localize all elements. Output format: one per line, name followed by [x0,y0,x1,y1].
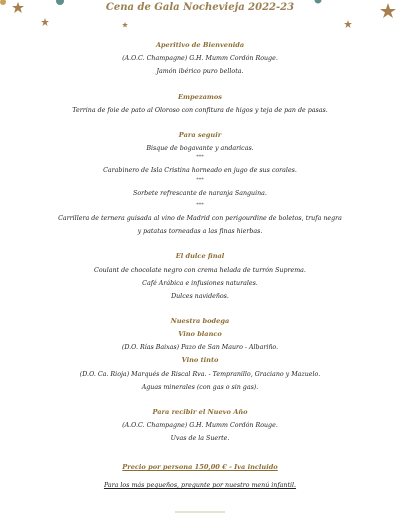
menu-line: (D.O. Rías Baixas) Pazo de San Mauro - Albariño. [121,344,279,351]
menu-line: Dulces navideños. [171,293,229,300]
separator: *** [196,177,204,183]
menu-line: Café Arábica e infusiones naturales. [142,280,258,287]
section-heading-aperitivo: Aperitivo de Bienvenida [155,41,245,49]
bottom-divider [175,511,225,513]
subheading-vino-blanco: Vino blanco [178,330,222,338]
section-heading-nuevo-ano: Para recibir el Nuevo Año [152,408,248,416]
menu-line: (D.O. Ca. Rioja) Marqués de Riscal Rva. - Tempranillo, Graciano y Mazuelo. [79,371,321,378]
menu-line: Uvas de la Suerte. [170,435,230,442]
separator: *** [196,154,204,160]
subheading-vino-tinto: Vino tinto [181,356,219,364]
menu-line: (A.O.C. Champagne) G.H. Mumm Cordón Rouge. [122,55,278,62]
menu-title: Cena de Gala Nochevieja 2022-23 [105,2,295,13]
menu-line: Bisque de bogavante y andaricas. [146,145,254,152]
star-icon [344,20,352,28]
section-heading-empezamos: Empezamos [178,93,222,101]
section-heading-bodega: Nuestra bodega [170,317,230,325]
kids-menu-note: Para los más pequeños, pregunte por nuestro menú infantil. [103,482,297,489]
menu-line: Jamón ibérico puro bellota. [156,68,244,75]
menu-line: (A.O.C. Champagne) G.H. Mumm Cordón Rouge. [122,422,278,429]
menu-line: Carrillera de ternera guisada al vino de Madrid con perigourdine de boletos, trufa negra [58,215,342,222]
star-icon [122,22,128,28]
star-icon [41,18,49,26]
menu-line: Coulant de chocolate negro con crema helada de turrón Suprema. [94,267,306,274]
menu-line: Terrina de foie de pato al Oloroso con confitura de higos y teja de pan de pasas. [72,107,328,114]
separator: *** [196,202,204,208]
menu-line: y patatas torneadas a las finas hierbas. [137,228,263,235]
menu-line: Sorbete refrescante de naranja Sanguina. [133,190,267,197]
menu-line: Carabinero de Isla Cristina horneado en jugo de sus corales. [103,167,297,174]
price-line: Precio por persona 150,00 € - Iva incluido [122,463,278,471]
section-heading-para-seguir: Para seguir [178,131,222,139]
menu-line: Aguas minerales (con gas o sin gas). [141,384,259,391]
section-heading-dulce-final: El dulce final [175,252,225,260]
